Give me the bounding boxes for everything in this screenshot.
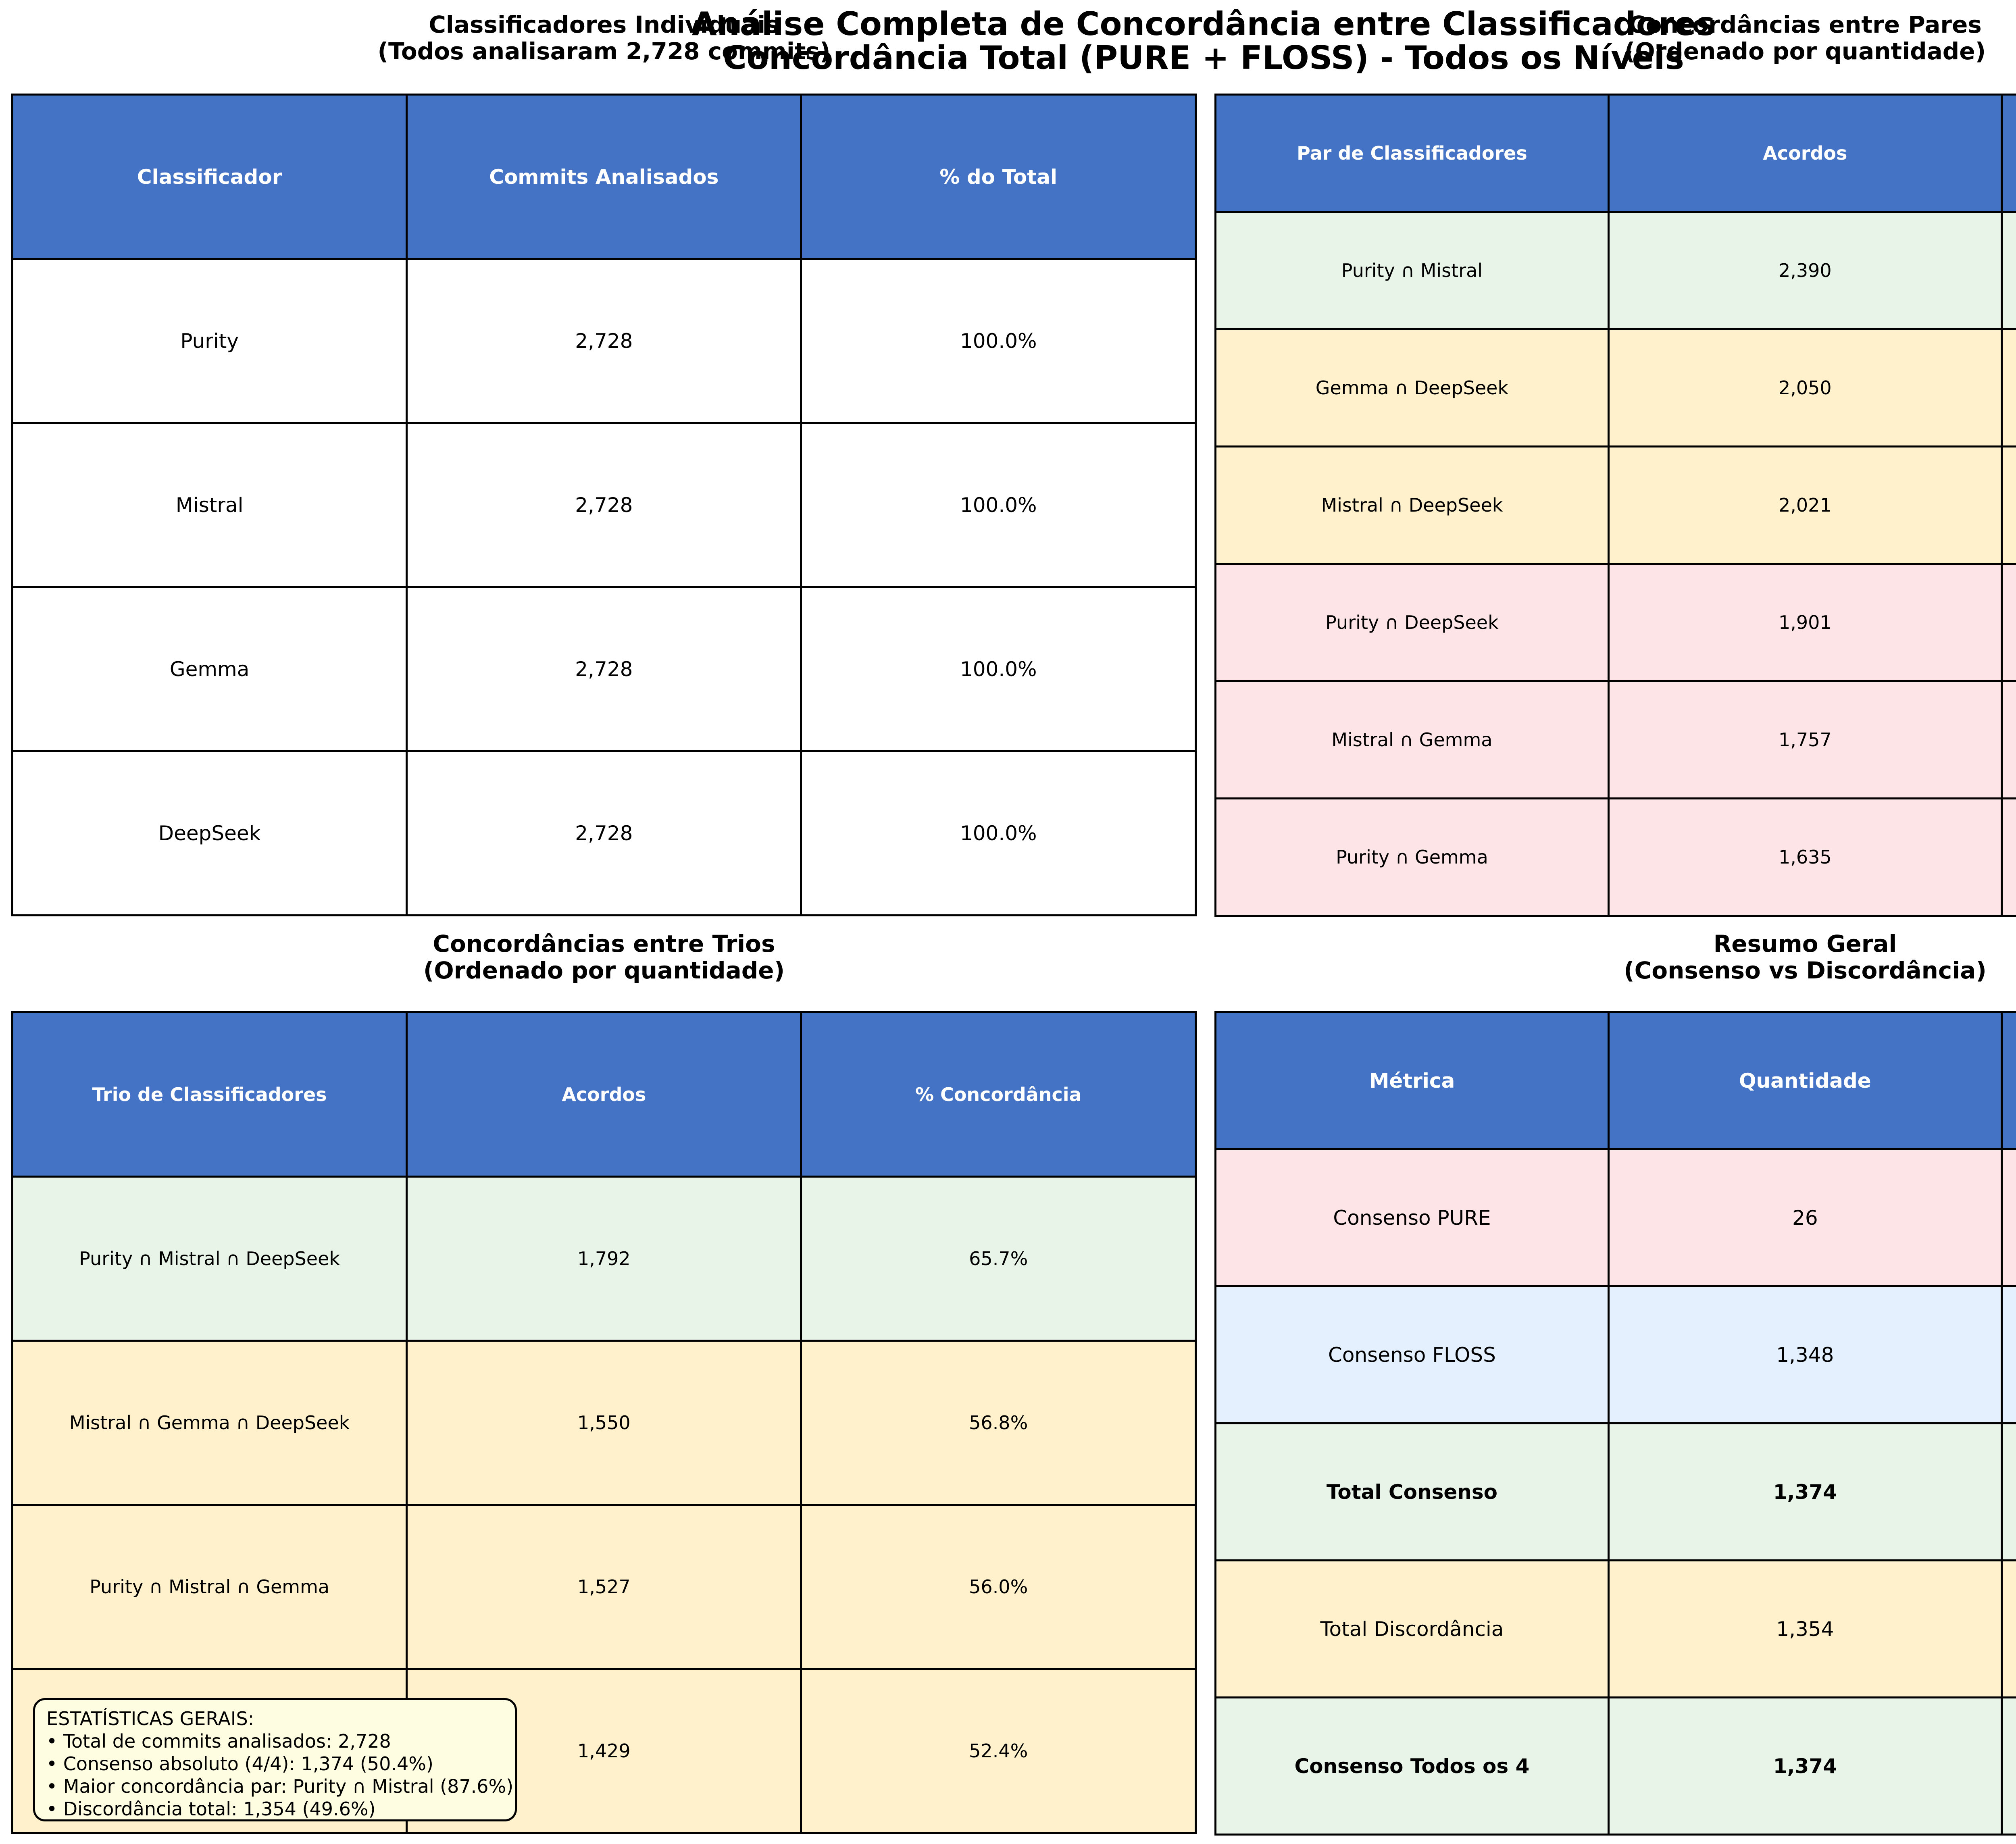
trios-subtitle: (Ordenado por quantidade)	[423, 957, 785, 984]
header-acordos: Acordos	[1608, 95, 2001, 212]
table-row	[1216, 1698, 2016, 1835]
header-acordos: Acordos	[407, 1012, 801, 1177]
pairs-table	[1214, 94, 2016, 917]
pairs-subtitle: (Ordenado por quantidade)	[1624, 37, 1986, 65]
header-metrica: Métrica	[1216, 1012, 1609, 1149]
cell-metric: Consenso PURE	[1216, 1149, 1609, 1286]
table-row	[12, 587, 1196, 751]
cell-agreements: 1,429	[407, 1669, 801, 1833]
table-row	[1216, 681, 2016, 799]
table-header-row	[12, 95, 1196, 259]
main-title-line2: Concordância Total (PURE + FLOSS) - Todos os Níveis	[723, 39, 1684, 77]
pairs-title: Concordâncias entre Pares	[1629, 11, 1982, 38]
header-par: Par de Classificadores	[1216, 95, 1609, 212]
cell-percent	[2001, 212, 2016, 329]
cell-percent	[2001, 1561, 2016, 1698]
table-row	[1216, 564, 2016, 681]
cell-agreements: 2,390	[1608, 212, 2001, 329]
cell-commits: 2,728	[407, 587, 801, 751]
cell-percent	[2001, 447, 2016, 564]
cell-percent: 52.4%	[801, 1669, 1196, 1833]
table-header-row	[1216, 1012, 2016, 1149]
cell-metric: Total Consenso	[1216, 1424, 1609, 1561]
stats-line: • Maior concordância par: Purity ∩ Mistral (87.6%)	[46, 1775, 514, 1797]
stats-line: • Discordância total: 1,354 (49.6%)	[46, 1798, 376, 1820]
cell-percent	[2001, 1286, 2016, 1424]
cell-classifier: Gemma	[12, 587, 407, 751]
table-row	[12, 1341, 1196, 1505]
cell-trio: Purity ∩ Mistral ∩ DeepSeek	[12, 1177, 407, 1341]
table-header-row	[1216, 95, 2016, 212]
table-row	[12, 751, 1196, 916]
trios-panel-title	[11, 930, 1197, 984]
cell-agreements: 1,635	[1608, 799, 2001, 916]
cell-metric: Consenso Todos os 4	[1216, 1698, 1609, 1835]
individual-subtitle: (Todos analisaram 2,728 commits)	[377, 37, 831, 65]
header-quantidade: Quantidade	[1608, 1012, 2001, 1149]
cell-percent: 56.0%	[801, 1505, 1196, 1669]
cell-percent	[2001, 329, 2016, 447]
header-classificador: Classificador	[12, 95, 407, 259]
cell-classifier: Mistral	[12, 423, 407, 587]
cell-agreements: 1,792	[407, 1177, 801, 1341]
cell-percent: 100.0%	[801, 751, 1196, 916]
cell-agreements: 1,757	[1608, 681, 2001, 799]
header-trio: Trio de Classificadores	[12, 1012, 407, 1177]
stats-box	[33, 1698, 517, 1821]
table-row	[12, 1505, 1196, 1669]
cell-agreements: 1,527	[407, 1505, 801, 1669]
cell-percent	[2001, 1698, 2016, 1835]
table-row	[12, 1177, 1196, 1341]
trios-title: Concordâncias entre Trios	[433, 930, 775, 957]
cell-percent	[2001, 1424, 2016, 1561]
cell-agreements: 1,550	[407, 1341, 801, 1505]
table-row	[12, 259, 1196, 423]
cell-pair: Purity ∩ DeepSeek	[1216, 564, 1609, 681]
cell-quantity: 1,374	[1608, 1698, 2001, 1835]
table-row	[1216, 1149, 2016, 1286]
header-commits-analisados: Commits Analisados	[407, 95, 801, 259]
main-title	[0, 7, 2016, 75]
stats-line: • Total de commits analisados: 2,728	[46, 1730, 391, 1752]
cell-agreements: 1,901	[1608, 564, 2001, 681]
individual-table	[11, 94, 1197, 916]
cell-pair: Purity ∩ Gemma	[1216, 799, 1609, 916]
cell-classifier: DeepSeek	[12, 751, 407, 916]
table-header-row	[12, 1012, 1196, 1177]
cell-percent	[2001, 799, 2016, 916]
cell-metric: Consenso FLOSS	[1216, 1286, 1609, 1424]
main-title-line1: Análise Completa de Concordância entre Classificadores	[691, 5, 1716, 43]
cell-classifier: Purity	[12, 259, 407, 423]
cell-quantity: 1,374	[1608, 1424, 2001, 1561]
summary-subtitle: (Consenso vs Discordância)	[1624, 957, 1987, 984]
summary-panel-title	[1214, 930, 2016, 984]
cell-agreements: 2,021	[1608, 447, 2001, 564]
cell-percent: 65.7%	[801, 1177, 1196, 1341]
cell-percent	[2001, 1149, 2016, 1286]
cell-quantity: 1,354	[1608, 1561, 2001, 1698]
cell-trio: Purity ∩ Mistral ∩ Gemma	[12, 1505, 407, 1669]
cell-pair: Purity ∩ Mistral	[1216, 212, 1609, 329]
cell-pair: Gemma ∩ DeepSeek	[1216, 329, 1609, 447]
cell-pair: Mistral ∩ Gemma	[1216, 681, 1609, 799]
cell-percent	[2001, 564, 2016, 681]
table-row	[1216, 799, 2016, 916]
table-row	[1216, 1424, 2016, 1561]
cell-trio: Mistral ∩ Gemma ∩ DeepSeek	[12, 1341, 407, 1505]
cell-quantity: 1,348	[1608, 1286, 2001, 1424]
stats-title: ESTATÍSTICAS GERAIS:	[46, 1708, 254, 1730]
cell-commits: 2,728	[407, 751, 801, 916]
cell-percent: 100.0%	[801, 423, 1196, 587]
cell-quantity: 26	[1608, 1149, 2001, 1286]
stats-line: • Consenso absoluto (4/4): 1,374 (50.4%)	[46, 1753, 433, 1775]
table-row	[12, 423, 1196, 587]
summary-title: Resumo Geral	[1713, 930, 1897, 957]
header-percent-concordancia	[2001, 95, 2016, 212]
cell-percent: 100.0%	[801, 587, 1196, 751]
cell-percent: 56.8%	[801, 1341, 1196, 1505]
cell-percent	[2001, 681, 2016, 799]
header-percent-concordancia: % Concordância	[801, 1012, 1196, 1177]
table-row	[1216, 212, 2016, 329]
cell-commits: 2,728	[407, 259, 801, 423]
table-row	[1216, 1286, 2016, 1424]
header-percent-total: % do Total	[801, 95, 1196, 259]
cell-agreements: 2,050	[1608, 329, 2001, 447]
cell-metric: Total Discordância	[1216, 1561, 1609, 1698]
individual-title: Classificadores Individuais	[429, 11, 779, 38]
header-percent-total	[2001, 1012, 2016, 1149]
cell-percent: 100.0%	[801, 259, 1196, 423]
table-row	[1216, 447, 2016, 564]
table-row	[1216, 329, 2016, 447]
table-row	[1216, 1561, 2016, 1698]
cell-pair: Mistral ∩ DeepSeek	[1216, 447, 1609, 564]
cell-commits: 2,728	[407, 423, 801, 587]
summary-table	[1214, 1011, 2016, 1836]
